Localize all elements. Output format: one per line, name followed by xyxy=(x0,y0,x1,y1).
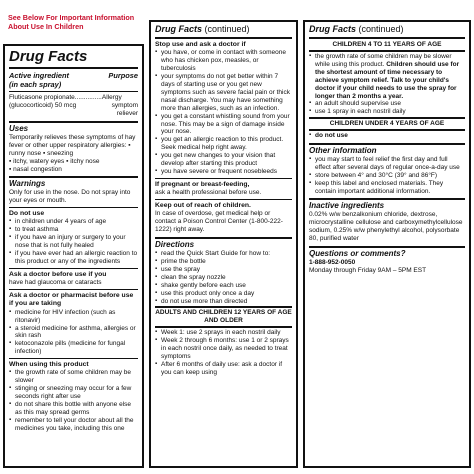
questions-heading: Questions or comments? xyxy=(309,246,465,259)
warnings-text: Only for use in the nose. Do not spray into your eyes or mouth. xyxy=(9,189,131,205)
list-item: ▪ an adult should supervise use xyxy=(309,100,465,108)
list-item: ▪ do not share this bottle with anyone else as this may spread germs xyxy=(9,401,138,417)
in-each-spray: (in each spray) xyxy=(9,80,62,90)
list-item: ▪ you have, or come in contact with someone who has chicken pox, measles, or tuberculosis xyxy=(155,49,292,73)
list-item: ▪ shake gently before each use xyxy=(155,282,292,290)
purpose-value-2: symptom xyxy=(111,102,138,110)
inactive-text: 0.02% w/w benzalkonium chloride, dextrose, microcrystalline cellulose and carboxymethylcellulose sodium, 0.25% w/w phenylethyl alcohol, polysorbate 80, purified water xyxy=(309,211,463,242)
list-item: ▪ to treat asthma xyxy=(9,226,138,234)
drug-facts-panel-2 xyxy=(149,20,298,468)
list-item: ▪ do not use xyxy=(309,132,465,140)
inactive-heading: Inactive ingredients xyxy=(309,198,465,211)
panel-title: Drug Facts (continued) xyxy=(309,22,465,39)
adults-heading: ADULTS AND CHILDREN 12 YEARS OF AGE AND OLDER xyxy=(155,306,292,328)
hours-text: Monday through Friday 9AM – 5PM EST xyxy=(309,266,427,274)
list-item: ▪ remember to tell your doctor about all the medicines you take, including this one xyxy=(9,417,138,433)
drug-facts-panel-1 xyxy=(3,44,144,468)
list-item: ▪ you get an allergic reaction to this product. Seek medical help right away. xyxy=(155,136,292,152)
keep-out-heading: Keep out of reach of children. xyxy=(155,202,251,210)
list-item: ▪ do not use more than directed xyxy=(155,298,292,306)
directions-list xyxy=(155,250,292,305)
when-using-heading: When using this product xyxy=(9,361,89,369)
uses-heading: Uses xyxy=(9,121,138,134)
stop-use-list xyxy=(155,49,292,176)
active-ingredient-value-2: (glucocorticoid) 50 mcg xyxy=(9,102,77,110)
list-item: ▪ you have severe or frequent nosebleeds xyxy=(155,168,292,176)
list-item: ▪ your symptoms do not get better within 7 days of starting use or you get new symptoms such as severe facial pain or thick nasal discharge. You may have something more than allergies, such as an infection. xyxy=(155,73,292,113)
list-item: ▪ use 1 spray in each nostril daily xyxy=(309,108,465,116)
phone-number: 1-888-952-0050 xyxy=(309,258,356,266)
other-info-list xyxy=(309,156,465,196)
adults-list xyxy=(155,329,292,377)
list-item: ▪ Week 2 through 6 months: use 1 or 2 sprays in each nostril once daily, as needed to treat symptoms xyxy=(155,337,292,361)
purpose-label: Purpose xyxy=(108,71,138,81)
ask-pharmacist-heading: Ask a doctor or pharmacist before use if you are taking xyxy=(9,292,134,308)
list-item: ▪ After 6 months of daily use: ask a doctor if you can keep using xyxy=(155,361,292,377)
children-note: See Below For Important Information About Use In Children xyxy=(8,13,135,31)
pregnant-text: ask a health professional before use. xyxy=(155,189,262,197)
ask-doctor-heading: Ask a doctor before use if you xyxy=(9,270,107,278)
list-item: ▪ you get new changes to your vision that develop after starting this product xyxy=(155,152,292,168)
list-item: ▪ you get a constant whistling sound from your nose. This may be a sign of damage inside your nose. xyxy=(155,113,292,137)
pregnant-heading: If pregnant or breast-feeding, xyxy=(155,181,250,188)
uses-text-2: ▪ itchy, watery eyes ▪ itchy nose xyxy=(9,157,100,165)
list-item: ▪ use the spray xyxy=(155,266,292,274)
do-not-use-heading: Do not use xyxy=(9,210,45,218)
do-not-use-list xyxy=(9,218,138,266)
list-item: ▪ ketoconazole pills (medicine for fungal infection) xyxy=(9,340,138,356)
list-item: ▪ prime the bottle xyxy=(155,258,292,266)
list-item: ▪ use this product only once a day xyxy=(155,290,292,298)
list-item: ▪ the growth rate of some children may be slower xyxy=(9,369,138,385)
uses-text: Temporarily relieves these symptoms of hay fever or other upper respiratory allergies: ▪ runny nose ▪ sneezing xyxy=(9,133,136,157)
uses-text-3: ▪ nasal congestion xyxy=(9,165,62,173)
list-item: ▪ keep this label and enclosed materials. They contain important additional information. xyxy=(309,180,465,196)
left-column xyxy=(2,0,144,31)
list-item: ▪ if you have an injury or surgery to your nose that is not fully healed xyxy=(9,234,138,250)
keep-out-text: In case of overdose, get medical help or contact a Poison Control Center (1-800-222-1222) right away. xyxy=(155,210,283,234)
active-ingredient-header xyxy=(9,69,138,80)
children-under-4-list xyxy=(309,132,465,140)
other-info-heading: Other information xyxy=(309,143,465,156)
list-item: ▪ a steroid medicine for asthma, allergies or skin rash xyxy=(9,325,138,341)
list-item: ▪ you may start to feel relief the first day and full effect after several days of regular once-a-day use xyxy=(309,156,465,172)
ask-doctor-text: have had glaucoma or cataracts xyxy=(9,279,102,287)
panel-title: Drug Facts (continued) xyxy=(155,22,292,39)
children-4-11-list xyxy=(309,53,465,116)
warnings-heading: Warnings xyxy=(9,176,138,189)
panel-title: Drug Facts xyxy=(9,46,138,69)
ask-pharmacist-list xyxy=(9,309,138,357)
list-item: ▪ medicine for HIV infection (such as ritonavir) xyxy=(9,309,138,325)
active-ingredient-label: Active ingredient xyxy=(9,71,69,81)
list-item: ▪ read the Quick Start Guide for how to: xyxy=(155,250,292,258)
when-using-list xyxy=(9,369,138,432)
children-under-4-heading: CHILDREN UNDER 4 YEARS OF AGE xyxy=(309,117,465,131)
active-ingredient-value: Fluticasone propionate...............Allergy xyxy=(9,94,122,102)
list-item: ▪ clean the spray nozzle xyxy=(155,274,292,282)
list-item: ▪ stinging or sneezing may occur for a few seconds right after use xyxy=(9,385,138,401)
children-4-11-heading: CHILDREN 4 TO 11 YEARS OF AGE xyxy=(309,40,465,52)
purpose-value-3: reliever xyxy=(116,110,138,118)
list-item: ▪ Week 1: use 2 sprays in each nostril daily xyxy=(155,329,292,337)
directions-heading: Directions xyxy=(155,237,292,250)
stop-use-heading: Stop use and ask a doctor if xyxy=(155,40,246,48)
list-item: ▪ if you have ever had an allergic reaction to this product or any of the ingredients xyxy=(9,250,138,266)
drug-facts-panel-3 xyxy=(303,20,471,468)
list-item: ▪ in children under 4 years of age xyxy=(9,218,138,226)
list-item: ▪ store between 4° and 30°C (39° and 86°F) xyxy=(309,172,465,180)
list-item: ▪ the growth rate of some children may be slower while using this product. Children should use for the shortest amount of time necessary to achieve symptom relief. Talk to your child's doctor if your child needs to use the spray for longer than 2 months a year. xyxy=(309,53,465,101)
